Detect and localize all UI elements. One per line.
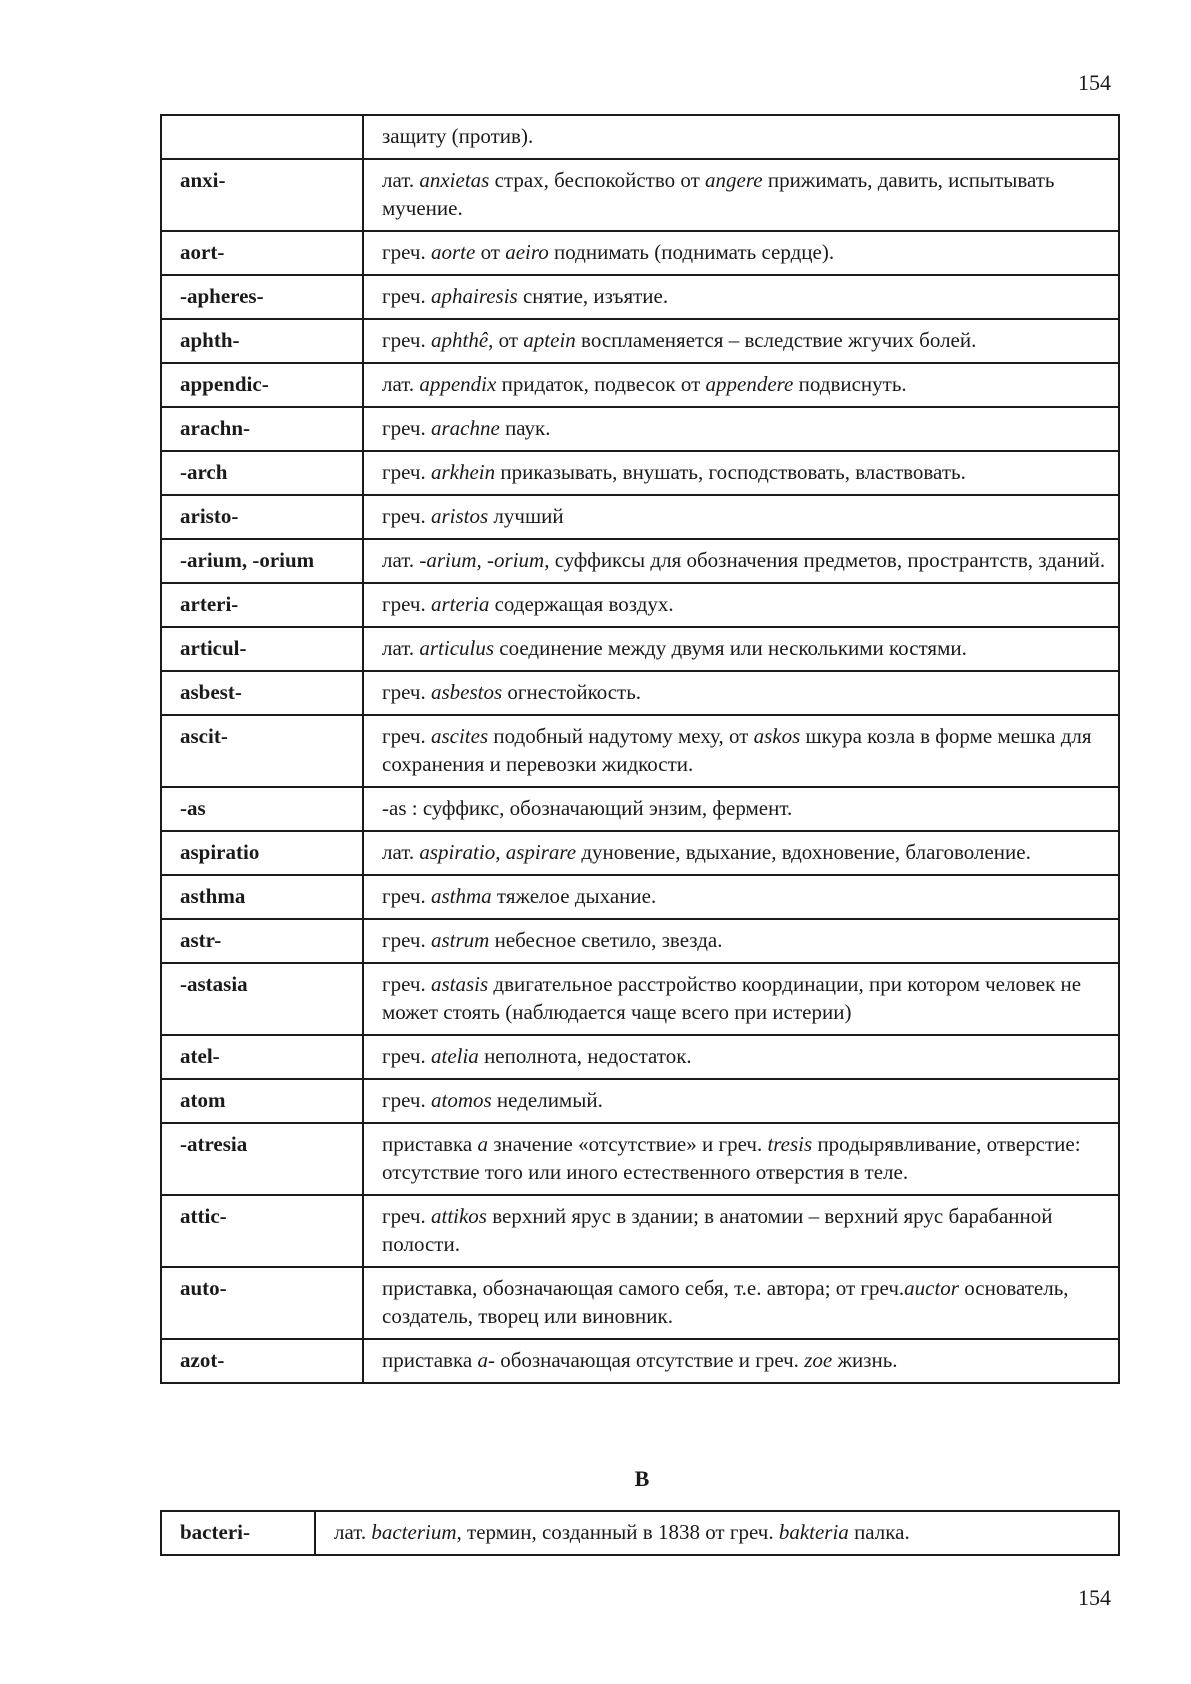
table-row xyxy=(161,495,1119,539)
definition-text: страх, беспокойство от xyxy=(489,168,706,192)
definition-text: тяжелое дыхание. xyxy=(491,884,657,908)
definition-word-italic: bakteria xyxy=(778,1520,849,1544)
definition-text: подобный надутому меху, от xyxy=(488,724,754,748)
definition-word-italic: zoe xyxy=(804,1348,833,1372)
dictionary-table-a xyxy=(160,114,1120,1384)
definition-word-italic: a xyxy=(477,1132,488,1156)
entry-term: aspiratio xyxy=(161,831,363,875)
definition-text: лат. xyxy=(334,1520,372,1544)
definition-word-italic: -arium, -orium xyxy=(419,548,545,572)
definition-text: прижимать, давить, испытывать мучение. xyxy=(382,168,1055,220)
entry-term: ascit- xyxy=(161,715,363,787)
definition-word-italic: aristos xyxy=(430,504,489,528)
definition-text: лат. xyxy=(382,636,420,660)
definition-word-italic: aptein xyxy=(523,328,576,352)
definition-word-italic: arteria xyxy=(430,592,490,616)
entry-term: -arium, -orium xyxy=(161,539,363,583)
table-row xyxy=(161,275,1119,319)
definition-text: греч. xyxy=(382,240,431,264)
definition-text: , от xyxy=(488,328,524,352)
definition-text: палка. xyxy=(848,1520,910,1544)
definition-text: паук. xyxy=(499,416,551,440)
definition-text: греч. xyxy=(382,1044,431,1068)
definition-text: от xyxy=(475,240,506,264)
entry-term: -atresia xyxy=(161,1123,363,1195)
entry-term: aort- xyxy=(161,231,363,275)
definition-text: -as : суффикс, обозначающий энзим, фермент. xyxy=(382,796,793,820)
entry-definition xyxy=(315,1511,1119,1555)
table-row xyxy=(161,1079,1119,1123)
entry-term: -as xyxy=(161,787,363,831)
definition-text: приставка xyxy=(382,1132,478,1156)
definition-text: неполнота, недостаток. xyxy=(478,1044,692,1068)
table-row xyxy=(161,363,1119,407)
definition-word-italic: arkhein xyxy=(430,460,496,484)
entry-definition xyxy=(363,1035,1119,1079)
entry-term: auto- xyxy=(161,1267,363,1339)
definition-text: , суффиксы для обозначения предметов, пространтств, зданий. xyxy=(544,548,1106,572)
definition-text: греч. xyxy=(382,884,431,908)
entry-definition xyxy=(363,1123,1119,1195)
definition-text: лат. xyxy=(382,548,420,572)
definition-word-italic: aphairesis xyxy=(430,284,518,308)
table-row xyxy=(161,715,1119,787)
definition-word-italic: appendix xyxy=(419,372,497,396)
entry-term: asbest- xyxy=(161,671,363,715)
definition-word-italic: aspiratio, aspirare xyxy=(419,840,577,864)
definition-text: лучший xyxy=(488,504,564,528)
entry-definition xyxy=(363,539,1119,583)
entry-term: aphth- xyxy=(161,319,363,363)
definition-text: греч. xyxy=(382,592,431,616)
definition-text: содержащая воздух. xyxy=(489,592,674,616)
entry-definition xyxy=(363,583,1119,627)
table-row xyxy=(161,1267,1119,1339)
table-row xyxy=(161,963,1119,1035)
definition-text: поднимать (поднимать сердце). xyxy=(548,240,835,264)
definition-text: обозначающая отсутствие и греч. xyxy=(494,1348,805,1372)
table-row xyxy=(161,231,1119,275)
definition-text: греч. xyxy=(382,328,431,352)
table-row xyxy=(161,831,1119,875)
entry-term: astr- xyxy=(161,919,363,963)
definition-text: греч. xyxy=(382,416,431,440)
entry-term: atom xyxy=(161,1079,363,1123)
entry-definition xyxy=(363,319,1119,363)
definition-text: защиту (против). xyxy=(382,124,534,148)
definition-text: основатель, создатель, творец или виновник. xyxy=(382,1276,1069,1328)
entry-term: arteri- xyxy=(161,583,363,627)
definition-text: жизнь. xyxy=(832,1348,898,1372)
definition-text: продырявливание, отверстие: отсутствие того или иного естественного отверстия в теле. xyxy=(382,1132,1081,1184)
dictionary-table-b-body xyxy=(161,1511,1119,1555)
table-row xyxy=(161,1339,1119,1383)
table-row xyxy=(161,787,1119,831)
definition-word-italic: ascites xyxy=(430,724,489,748)
definition-word-italic: asbestos xyxy=(430,680,503,704)
definition-text: соединение между двумя или несколькими костями. xyxy=(494,636,967,660)
entry-term: appendic- xyxy=(161,363,363,407)
table-row xyxy=(161,1035,1119,1079)
definition-text: лат. xyxy=(382,372,420,396)
definition-text: неделимый. xyxy=(491,1088,603,1112)
entry-term: anxi- xyxy=(161,159,363,231)
entry-term: atel- xyxy=(161,1035,363,1079)
table-row xyxy=(161,919,1119,963)
definition-text: верхний ярус в здании; в анатомии – верхний ярус барабанной полости. xyxy=(382,1204,1053,1256)
entry-definition xyxy=(363,495,1119,539)
definition-text: значение «отсутствие» и греч. xyxy=(487,1132,768,1156)
definition-text: греч. xyxy=(382,972,431,996)
entry-definition xyxy=(363,1195,1119,1267)
entry-term: aristo- xyxy=(161,495,363,539)
entry-definition xyxy=(363,1079,1119,1123)
definition-word-italic: aorte xyxy=(430,240,476,264)
definition-text: , термин, созданный в 1838 от греч. xyxy=(456,1520,779,1544)
table-row xyxy=(161,1195,1119,1267)
definition-text: приказывать, внушать, господствовать, властвовать. xyxy=(495,460,966,484)
definition-text: шкура козла в форме мешка для сохранения и перевозки жидкости. xyxy=(382,724,1092,776)
definition-word-italic: auctor xyxy=(904,1276,959,1300)
definition-word-italic: asthma xyxy=(430,884,492,908)
entry-term: arachn- xyxy=(161,407,363,451)
entry-definition xyxy=(363,115,1119,159)
entry-definition xyxy=(363,919,1119,963)
table-row xyxy=(161,115,1119,159)
entry-definition xyxy=(363,875,1119,919)
definition-text: дуновение, вдыхание, вдохновение, благоволение. xyxy=(576,840,1031,864)
entry-term: -arch xyxy=(161,451,363,495)
definition-word-italic: appendere xyxy=(705,372,794,396)
definition-text: придаток, подвесок от xyxy=(496,372,706,396)
table-row xyxy=(161,159,1119,231)
table-row xyxy=(161,319,1119,363)
entry-term xyxy=(161,115,363,159)
definition-word-italic: aphthê xyxy=(430,328,489,352)
entry-definition xyxy=(363,671,1119,715)
definition-text: небесное светило, звезда. xyxy=(489,928,723,952)
definition-word-italic: a- xyxy=(477,1348,495,1372)
definition-text: греч. xyxy=(382,680,431,704)
table-row xyxy=(161,627,1119,671)
table-row xyxy=(161,539,1119,583)
definition-text: воспламеняется – вследствие жгучих болей. xyxy=(575,328,977,352)
definition-word-italic: astasis xyxy=(430,972,489,996)
table-row xyxy=(161,583,1119,627)
definition-word-italic: atelia xyxy=(430,1044,479,1068)
section-letter-heading: B xyxy=(634,1466,650,1491)
entry-term: azot- xyxy=(161,1339,363,1383)
definition-word-italic: askos xyxy=(753,724,801,748)
definition-word-italic: tresis xyxy=(767,1132,813,1156)
entry-term: -astasia xyxy=(161,963,363,1035)
entry-definition xyxy=(363,363,1119,407)
entry-definition xyxy=(363,1339,1119,1383)
entry-definition xyxy=(363,1267,1119,1339)
table-row xyxy=(161,671,1119,715)
entry-definition xyxy=(363,831,1119,875)
definition-text: снятие, изъятие. xyxy=(517,284,669,308)
entry-definition xyxy=(363,451,1119,495)
dictionary-table-a-body xyxy=(161,115,1119,1383)
entry-definition xyxy=(363,627,1119,671)
page-number-bottom: 154 xyxy=(1078,1585,1111,1610)
definition-word-italic: arachne xyxy=(430,416,500,440)
entry-definition xyxy=(363,963,1119,1035)
entry-definition xyxy=(363,159,1119,231)
definition-word-italic: atomos xyxy=(430,1088,492,1112)
table-row xyxy=(161,1511,1119,1555)
entry-definition xyxy=(363,715,1119,787)
definition-text: греч. xyxy=(382,284,431,308)
table-row xyxy=(161,407,1119,451)
definition-text: греч. xyxy=(382,724,431,748)
entry-definition xyxy=(363,407,1119,451)
definition-text: лат. xyxy=(382,840,420,864)
definition-text: греч. xyxy=(382,928,431,952)
entry-term: articul- xyxy=(161,627,363,671)
dictionary-table-b xyxy=(160,1510,1120,1556)
definition-text: приставка, обозначающая самого себя, т.е. автора; от греч. xyxy=(382,1276,905,1300)
definition-word-italic: aeiro xyxy=(505,240,549,264)
definition-text: двигательное расстройство координации, при котором человек не может стоять (наблюдается чаще всего при истерии) xyxy=(382,972,1082,1024)
definition-word-italic: attikos xyxy=(430,1204,487,1228)
entry-term: -apheres- xyxy=(161,275,363,319)
definition-text: греч. xyxy=(382,504,431,528)
entry-term: asthma xyxy=(161,875,363,919)
definition-word-italic: angere xyxy=(705,168,763,192)
definition-word-italic: astrum xyxy=(430,928,490,952)
definition-text: лат. xyxy=(382,168,420,192)
definition-text: греч. xyxy=(382,460,431,484)
definition-word-italic: anxietas xyxy=(419,168,490,192)
entry-definition xyxy=(363,231,1119,275)
entry-definition xyxy=(363,787,1119,831)
definition-text: приставка xyxy=(382,1348,478,1372)
definition-text: греч. xyxy=(382,1204,431,1228)
entry-term: attic- xyxy=(161,1195,363,1267)
table-row xyxy=(161,451,1119,495)
entry-term: bacteri- xyxy=(161,1511,315,1555)
definition-word-italic: articulus xyxy=(419,636,495,660)
definition-text: греч. xyxy=(382,1088,431,1112)
table-row xyxy=(161,875,1119,919)
definition-text: подвиснуть. xyxy=(793,372,907,396)
definition-text: огнестойкость. xyxy=(502,680,642,704)
entry-definition xyxy=(363,275,1119,319)
page-number-top: 154 xyxy=(1078,70,1111,95)
definition-word-italic: bacterium xyxy=(371,1520,457,1544)
table-row xyxy=(161,1123,1119,1195)
